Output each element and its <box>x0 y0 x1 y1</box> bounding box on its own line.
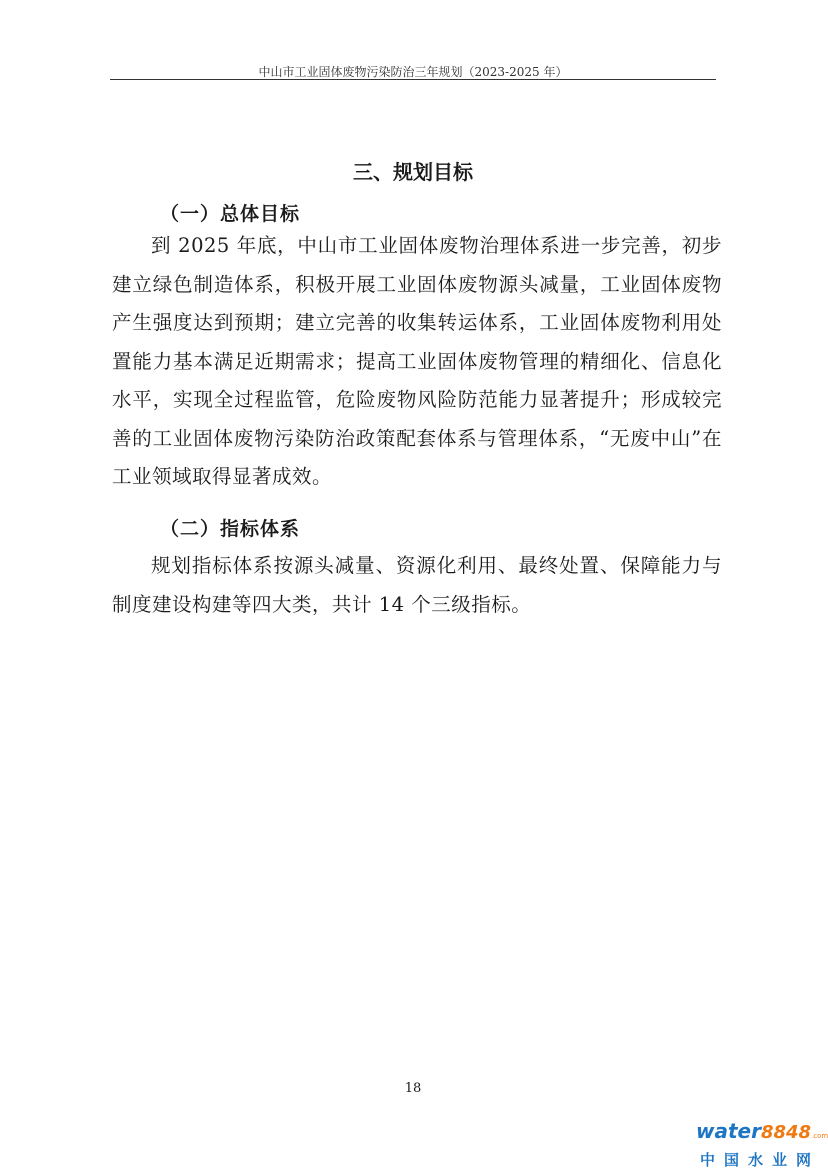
header-divider <box>110 79 716 80</box>
paragraph-indicator-system: 规划指标体系按源头减量、资源化利用、最终处置、保障能力与制度建设构建等四大类，共计 14 个三级指标。 <box>112 554 722 616</box>
subsection-heading-overall-goals: （一）总体目标 <box>160 203 301 225</box>
watermark-brand-number: 8848 <box>760 1122 812 1143</box>
watermark-brand <box>696 1119 828 1147</box>
paragraph-overall-goals: 到 2025 年底，中山市工业固体废物治理体系进一步完善，初步建立绿色制造体系，积极开展工业固体废物源头减量，工业固体废物产生强度达到预期；建立完善的收集转运体系，工业固体废物利用处置能力基本满足近期需求；提高工业固体废物管理的精细化、信息化水平，实现全过程监管，危险废物风险防范能力显著提升；形成较完善的工业固体废物污染防治政策配套体系与管理体系，“无废中山”在工业领域取得显著成效。 <box>112 234 722 488</box>
section-title: 三、规划目标 <box>353 160 473 184</box>
subsection-heading-indicator-system: （二）指标体系 <box>160 518 301 540</box>
watermark-logo <box>696 1119 828 1170</box>
page-number: 18 <box>404 1081 422 1096</box>
running-header: 中山市工业固体废物污染防治三年规划（2023-2025 年） <box>258 65 568 79</box>
watermark-brand-water: water <box>696 1119 761 1143</box>
watermark-brand-domain: .com <box>811 1132 828 1140</box>
watermark-brand-chinese: 中国水业网 <box>700 1151 821 1169</box>
